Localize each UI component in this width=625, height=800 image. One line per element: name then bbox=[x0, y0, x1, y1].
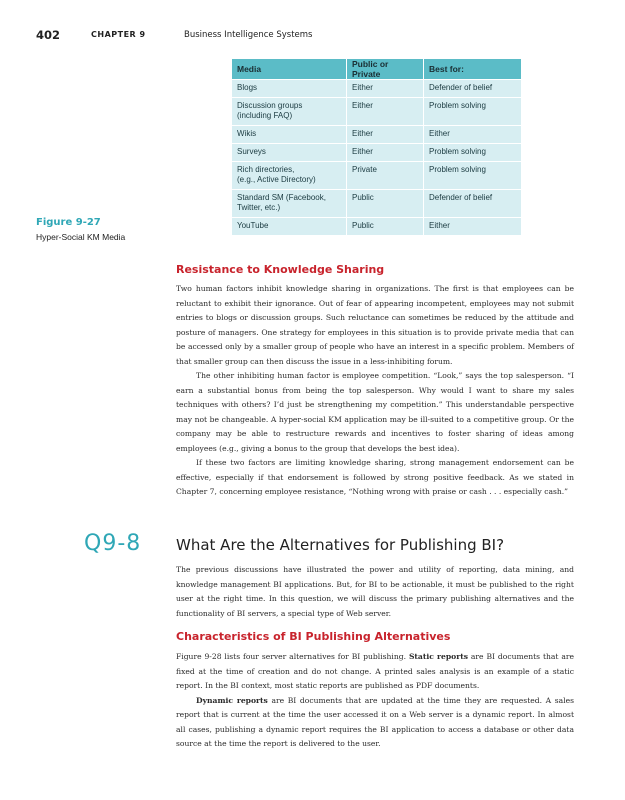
table-row bbox=[232, 80, 522, 98]
table-cell: Problem solving bbox=[424, 162, 522, 190]
column-header: Public or Private bbox=[347, 59, 424, 80]
paragraph: The previous discussions have illustrated the power and utility of reporting, data mining, and knowledge management BI applications. But, for BI to be actionable, it must be published to the right user at the right time. In this question, we will discuss the primary publishing alternatives and the functionality of BI servers, a special type of Web server. bbox=[176, 565, 574, 618]
table-cell: Either bbox=[347, 144, 424, 162]
table-cell: Private bbox=[347, 162, 424, 190]
table-cell: Defender of belief bbox=[424, 190, 522, 218]
figure-table bbox=[231, 58, 522, 236]
text: Figure 9-28 lists four server alternatives for BI publishing. bbox=[176, 652, 409, 661]
table-cell: Blogs bbox=[232, 80, 347, 98]
text: are BI documents that are updated at the time they are requested. A sales report that is current at the time the user accessed it on a Web server is a dynamic report. In almost all cases, publishing a dynamic report requires the BI application to access a database or other data source at the time the report is delivered to the user. bbox=[176, 695, 574, 748]
table-cell: Either bbox=[424, 218, 522, 236]
column-header: Best for: bbox=[424, 59, 522, 80]
table-cell: Either bbox=[347, 80, 424, 98]
table-cell: Either bbox=[424, 126, 522, 144]
section-body bbox=[176, 282, 574, 500]
section-body bbox=[176, 650, 574, 752]
table-cell: Rich directories, (e.g., Active Directory) bbox=[232, 162, 347, 190]
table-cell: Either bbox=[347, 126, 424, 144]
chapter-title: Business Intelligence Systems bbox=[184, 30, 313, 40]
section-heading: Characteristics of BI Publishing Alternatives bbox=[176, 630, 451, 643]
table-cell: Public bbox=[347, 190, 424, 218]
table-cell: Problem solving bbox=[424, 98, 522, 126]
table-row bbox=[232, 218, 522, 236]
term: Static reports bbox=[408, 652, 468, 661]
page-header bbox=[36, 28, 596, 44]
table-cell: Either bbox=[347, 98, 424, 126]
table-cell: Discussion groups (including FAQ) bbox=[232, 98, 347, 126]
table-row bbox=[232, 126, 522, 144]
paragraph bbox=[176, 694, 574, 752]
paragraph: Two human factors inhibit knowledge sharing in organizations. The first is that employees can be reluctant to exhibit their ignorance. Out of fear of appearing incompetent, employees may not submit entries to blogs or discussion groups. Such reluctance can sometimes be reduced by the attitude and posture of managers. One strategy for employees in this situation is to provide private media that can be accessed only by a smaller group of people who have an interest in a specific problem. Members of that smaller group can then discuss the issue in a less-inhibiting forum. bbox=[176, 284, 574, 366]
page-number: 402 bbox=[36, 28, 61, 42]
figure-caption: Hyper-Social KM Media bbox=[36, 232, 126, 242]
table-row bbox=[232, 190, 522, 218]
table-cell: Defender of belief bbox=[424, 80, 522, 98]
question-number: Q9-8 bbox=[84, 531, 142, 556]
figure-label: Figure 9-27 bbox=[36, 217, 101, 228]
question-body bbox=[176, 563, 574, 621]
table-cell: Public bbox=[347, 218, 424, 236]
table-row bbox=[232, 144, 522, 162]
table-row bbox=[232, 98, 522, 126]
section-heading: Resistance to Knowledge Sharing bbox=[176, 263, 385, 276]
text: are BI documents that are fixed at the time of creation and do not change. A printed sales analysis is an example of a static report. In the BI context, most static reports are published as PDF documents. bbox=[176, 652, 575, 690]
table-row bbox=[232, 162, 522, 190]
table-cell: Surveys bbox=[232, 144, 347, 162]
table-header-row bbox=[232, 59, 522, 80]
table-cell: YouTube bbox=[232, 218, 347, 236]
table-cell: Standard SM (Facebook, Twitter, etc.) bbox=[232, 190, 347, 218]
table-cell: Wikis bbox=[232, 126, 347, 144]
paragraph: If these two factors are limiting knowledge sharing, strong management endorsement can be effective, especially if that endorsement is followed by strong positive feedback. As we stated in Chapter 7, concerning employee resistance, “Nothing wrong with praise or cash . . . especially cash.” bbox=[176, 458, 574, 496]
paragraph: The other inhibiting human factor is employee competition. “Look,” says the top salesperson. “I earn a substantial bonus from being the top salesperson. Why would I want to share my sales techniques with others? I’d just be strengthening my competition.” This understandable perspective may not be changeable. A hyper-social KM application may be ill-suited to a competitive group. Or the company may be able to restructure rewards and incentives to foster sharing of ideas among employees (e.g., giving a bonus to the group that develops the best idea). bbox=[176, 371, 574, 453]
table-cell: Problem solving bbox=[424, 144, 522, 162]
paragraph bbox=[176, 650, 574, 694]
column-header: Media bbox=[232, 59, 347, 80]
term: Dynamic reports bbox=[196, 695, 268, 705]
question-title: What Are the Alternatives for Publishing BI? bbox=[176, 536, 505, 554]
chapter-label: CHAPTER 9 bbox=[91, 30, 146, 39]
